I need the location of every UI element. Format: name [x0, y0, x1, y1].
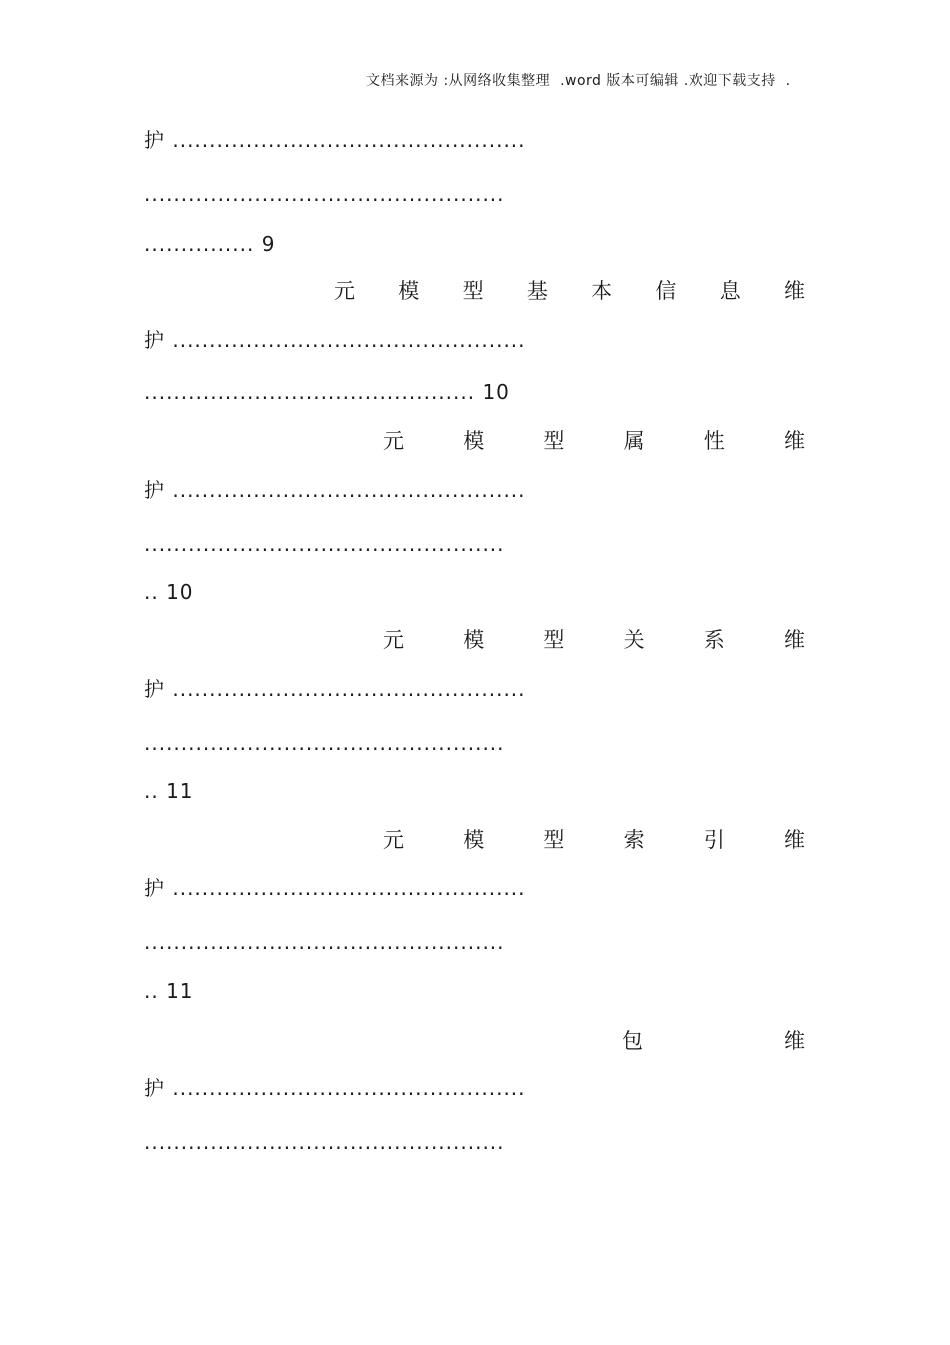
- title-char: 信: [655, 279, 677, 303]
- title-char: 维: [784, 1029, 805, 1053]
- toc-page-number: .. 10: [144, 580, 194, 604]
- toc-line: 护 ................................................: [144, 677, 526, 701]
- title-char: 维: [783, 429, 805, 453]
- toc-title: [622, 1027, 805, 1055]
- title-char: 维: [783, 628, 805, 652]
- title-char: 模: [398, 279, 420, 303]
- toc-title: [334, 277, 805, 305]
- title-char: 模: [463, 429, 485, 453]
- title-char: 性: [703, 429, 725, 453]
- toc-line: .................................................: [144, 930, 505, 954]
- title-char: 维: [783, 828, 805, 852]
- title-char: 关: [623, 628, 645, 652]
- toc-title: [383, 626, 805, 654]
- title-char: 元: [334, 279, 355, 303]
- toc-line: .................................................: [144, 1130, 505, 1154]
- title-char: 包: [622, 1029, 643, 1053]
- toc-line: .................................................: [144, 182, 505, 206]
- title-char: 本: [591, 279, 613, 303]
- toc-line: 护 ................................................: [144, 478, 526, 502]
- toc-page-number: .. 11: [144, 979, 194, 1003]
- title-char: 系: [703, 628, 725, 652]
- title-char: 属: [623, 429, 645, 453]
- toc-title: [383, 826, 805, 854]
- toc-line: .................................................: [144, 731, 505, 755]
- title-char: 模: [463, 628, 485, 652]
- title-char: 型: [543, 429, 565, 453]
- title-char: 引: [703, 828, 725, 852]
- toc-page-number: .. 11: [144, 779, 194, 803]
- title-char: 索: [623, 828, 645, 852]
- toc-title: [383, 427, 805, 455]
- title-char: 维: [783, 279, 805, 303]
- title-char: 型: [543, 828, 565, 852]
- toc-line: ............................................. 10: [144, 380, 510, 404]
- page-header-note: 文档来源为 :从网络收集整理 .word 版本可编辑 .欢迎下载支持 .: [366, 73, 791, 89]
- title-char: 元: [383, 828, 404, 852]
- title-char: 模: [463, 828, 485, 852]
- title-char: 型: [462, 279, 484, 303]
- title-char: 元: [383, 628, 404, 652]
- title-char: 息: [719, 279, 741, 303]
- title-char: 型: [543, 628, 565, 652]
- toc-line: 护 ................................................: [144, 128, 526, 152]
- title-char: 基: [526, 279, 548, 303]
- toc-line: .................................................: [144, 532, 505, 556]
- title-char: 元: [383, 429, 404, 453]
- toc-line: 护 ................................................: [144, 876, 526, 900]
- toc-line: 护 ................................................: [144, 328, 526, 352]
- toc-line: 护 ................................................: [144, 1076, 526, 1100]
- toc-page-number: ............... 9: [144, 232, 276, 256]
